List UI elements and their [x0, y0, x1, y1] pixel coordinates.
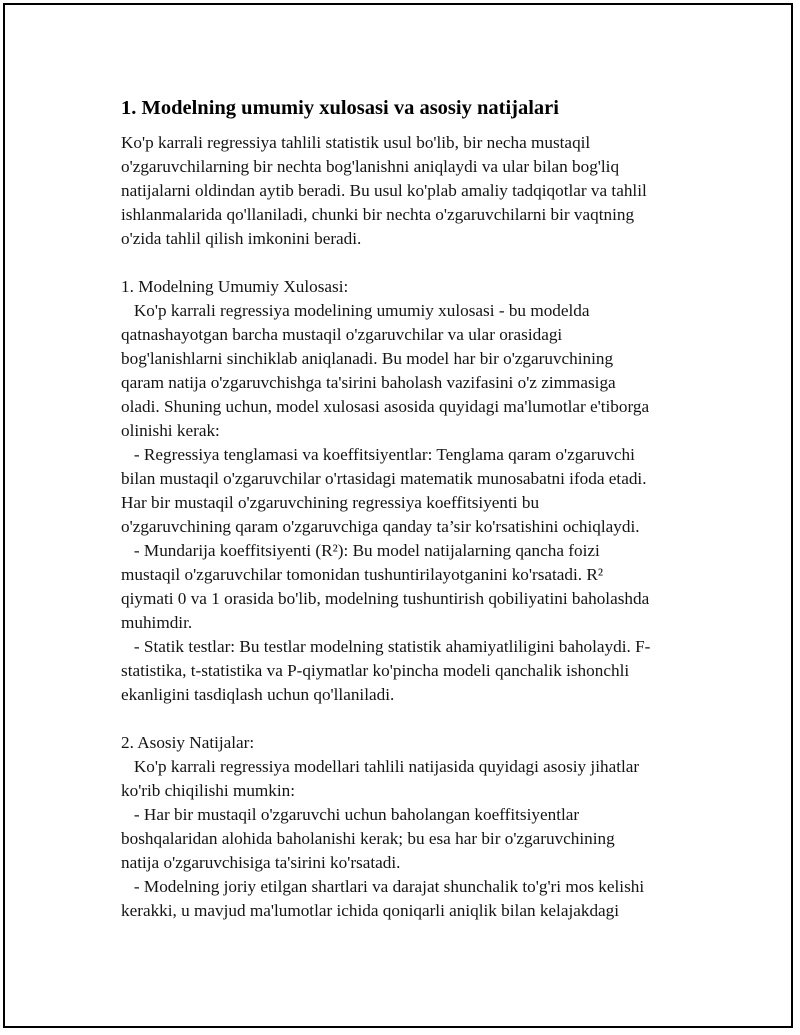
bullet-line: - Modelning joriy etilgan shartlari va darajat shunchalik to'g'ri mos kelishi — [121, 877, 645, 896]
bullet-line: - Mundarija koeffitsiyenti (R²): Bu model natijalarning qancha foizi — [121, 541, 600, 560]
text-line: qaram natija o'zgaruvchishga ta'sirini baholash vazifasini o'z zimmasiga — [121, 373, 616, 392]
text-line: muhimdir. — [121, 613, 193, 632]
section-heading: 1. Modelning umumiy xulosasi va asosiy natijalari — [121, 97, 559, 119]
text-line: Ko'p karrali regressiya modelining umumiy xulosasi - bu modelda — [121, 301, 590, 320]
text-line: ekanligini tasdiqlash uchun qo'llaniladi. — [121, 685, 395, 704]
text-line: Ko'p karrali regressiya modellari tahlili natijasida quyidagi asosiy jihatlar — [121, 757, 640, 776]
text-line: ko'rib chiqilishi mumkin: — [121, 781, 296, 800]
bullet-line: - Statik testlar: Bu testlar modelning statistik ahamiyatliligini baholaydi. F- — [121, 637, 651, 656]
page-frame — [3, 3, 793, 1028]
text-line: Har bir mustaqil o'zgaruvchining regressiya koeffitsiyenti bu — [121, 493, 540, 512]
text-line: qatnashayotgan barcha mustaqil o'zgaruvchilar va ular orasidagi — [121, 325, 563, 344]
bullet-line: - Har bir mustaqil o'zgaruvchi uchun baholangan koeffitsiyentlar — [121, 805, 580, 824]
text-line: o'zgaruvchilarning bir nechta bog'lanishni aniqlaydi va ular bilan bog'liq — [121, 157, 620, 176]
document-body — [121, 93, 691, 923]
bullet-line: - Regressiya tenglamasi va koeffitsiyentlar: Tenglama qaram o'zgaruvchi — [121, 445, 635, 464]
text-line: natija o'zgaruvchisiga ta'sirini ko'rsatadi. — [121, 853, 401, 872]
text-line: o'zgaruvchining qaram o'zgaruvchiga qanday ta’sir ko'rsatishini ochiqlaydi. — [121, 517, 640, 536]
text-line: oladi. Shuning uchun, model xulosasi asosida quyidagi ma'lumotlar e'tiborga — [121, 397, 650, 416]
text-line: ishlanmalarida qo'llaniladi, chunki bir nechta o'zgaruvchilarni bir vaqtning — [121, 205, 635, 224]
text-line: natijalarni oldindan aytib beradi. Bu usul ko'plab amaliy tadqiqotlar va tahlil — [121, 181, 647, 200]
subsection-title: 1. Modelning Umumiy Xulosasi: — [121, 277, 349, 296]
text-line: statistika, t-statistika va P-qiymatlar ko'pincha modeli qanchalik ishonchli — [121, 661, 630, 680]
text-line: boshqalaridan alohida baholanishi kerak; bu esa har bir o'zgaruvchining — [121, 829, 615, 848]
text-line: mustaqil o'zgaruvchilar tomonidan tushuntirilayotganini ko'rsatadi. R² — [121, 565, 604, 584]
subsection-title: 2. Asosiy Natijalar: — [121, 733, 255, 752]
blank-line — [121, 707, 691, 731]
text-line: o'zida tahlil qilish imkonini beradi. — [121, 229, 362, 248]
text-line: Ko'p karrali regressiya tahlili statistik usul bo'lib, bir necha mustaqil — [121, 133, 591, 152]
document-text — [121, 131, 691, 923]
text-line: bilan mustaqil o'zgaruvchilar o'rtasidagi matematik munosabatni ifoda etadi. — [121, 469, 647, 488]
text-line: bog'lanishlarni sinchiklab aniqlanadi. Bu model har bir o'zgaruvchining — [121, 349, 614, 368]
blank-line — [121, 251, 691, 275]
text-line: qiymati 0 va 1 orasida bo'lib, modelning tushuntirish qobiliyatini baholashda — [121, 589, 650, 608]
text-line: olinishi kerak: — [121, 421, 220, 440]
text-line: kerakki, u mavjud ma'lumotlar ichida qoniqarli aniqlik bilan kelajakdagi — [121, 901, 620, 920]
